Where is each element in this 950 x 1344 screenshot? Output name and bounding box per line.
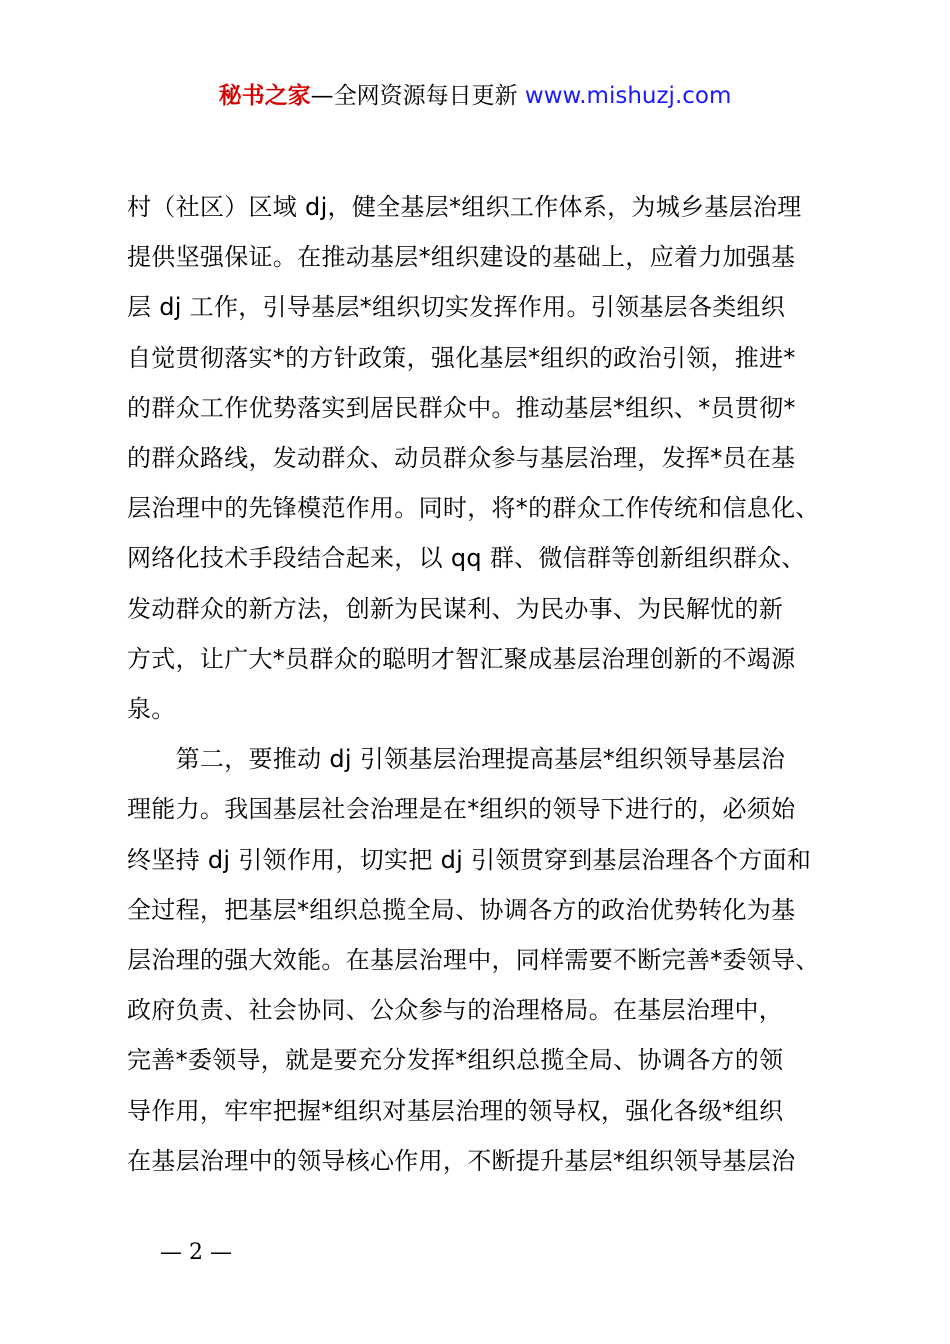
text-line: 的群众路线，发动群众、动员群众参与基层治理，发挥*员在基 <box>127 444 796 473</box>
text-line: 的群众工作优势落实到居民群众中。推动基层*组织、*员贯彻* <box>127 393 796 422</box>
text-line: 泉。 <box>127 695 176 724</box>
text-line: 完善*委领导，就是要充分发挥*组织总揽全局、协调各方的领 <box>127 1046 784 1075</box>
site-url-link[interactable]: www.mishuzj.com <box>524 83 732 109</box>
text-line: 层 dj 工作，引导基层*组织切实发挥作用。引领基层各类组织 <box>127 293 786 322</box>
text-line: 全过程，把基层*组织总揽全局、协调各方的政治优势转化为基 <box>127 895 796 924</box>
text-line: 村（社区）区域 dj，健全基层*组织工作体系，为城乡基层治理 <box>127 193 802 221</box>
document-body <box>127 182 835 1186</box>
text-line: 在基层治理中的领导核心作用，不断提升基层*组织领导基层治 <box>127 1146 796 1175</box>
text-line: 政府负责、社会协同、公众参与的治理格局。在基层治理中， <box>127 996 784 1025</box>
page-number: — 2 — <box>160 1240 232 1265</box>
text-line: 终坚持 dj 引领作用，切实把 dj 引领贯穿到基层治理各个方面和 <box>127 845 812 874</box>
site-brand: 秘书之家 <box>218 83 311 109</box>
text-line: 自觉贯彻落实*的方针政策，强化基层*组织的政治引领，推进* <box>127 343 796 372</box>
text-line: 网络化技术手段结合起来，以 qq 群、微信群等创新组织群众、 <box>127 544 806 573</box>
page-header <box>0 80 950 112</box>
text-line: 理能力。我国基层社会治理是在*组织的领导下进行的，必须始 <box>127 795 796 824</box>
text-line: 层治理中的先锋模范作用。同时，将*的群众工作传统和信息化、 <box>127 494 820 523</box>
text-line: 提供坚强保证。在推动基层*组织建设的基础上，应着力加强基 <box>127 243 796 272</box>
text-line: 层治理的强大效能。在基层治理中，同样需要不断完善*委领导、 <box>127 946 820 975</box>
site-tagline: —全网资源每日更新 <box>310 83 518 109</box>
text-line: 发动群众的新方法，创新为民谋利、为民办事、为民解忧的新 <box>127 594 784 623</box>
text-line: 方式，让广大*员群众的聪明才智汇聚成基层治理创新的不竭源 <box>127 644 796 673</box>
text-line: 导作用，牢牢把握*组织对基层治理的领导权，强化各级*组织 <box>127 1096 784 1125</box>
text-line: 第二，要推动 dj 引领基层治理提高基层*组织领导基层治 <box>127 745 786 774</box>
